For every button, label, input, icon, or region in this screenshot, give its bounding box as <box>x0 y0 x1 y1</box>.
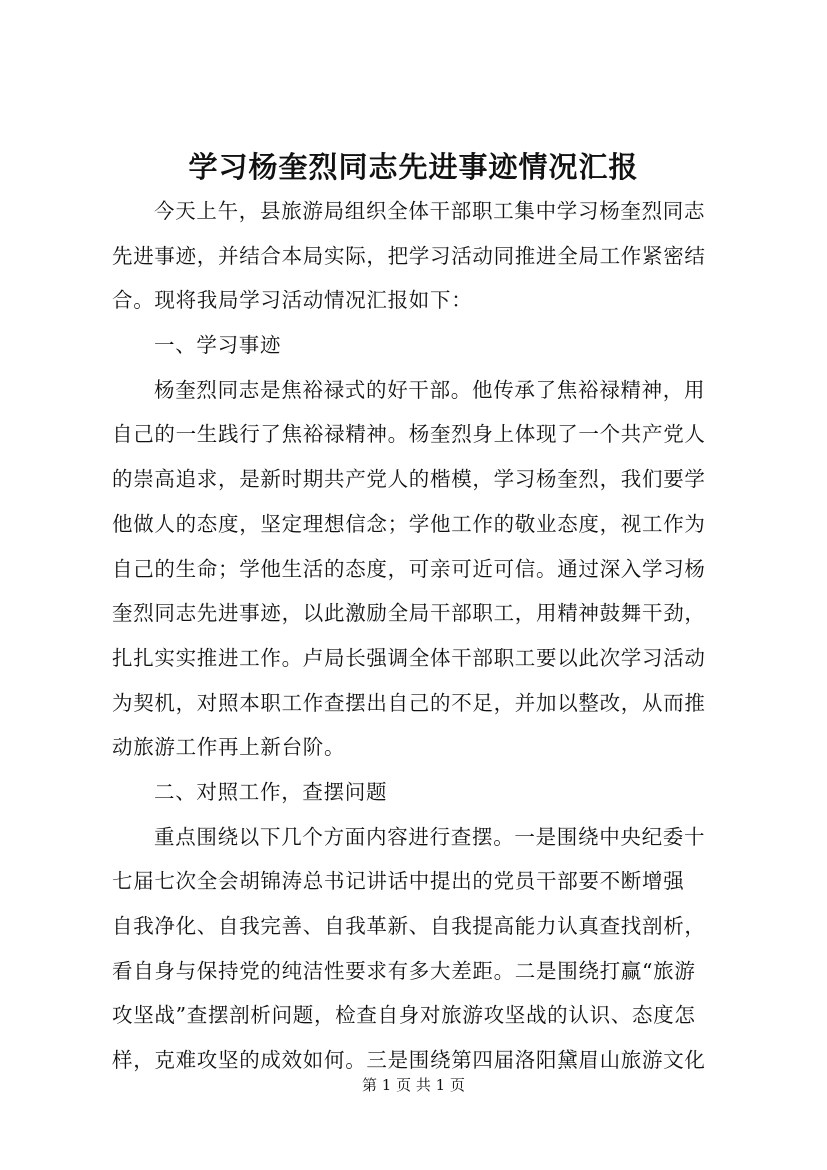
paragraph-line: 扎扎实实推进工作。卢局长强调全体干部职工要以此次学习活动 <box>112 645 706 670</box>
paragraph-line: 看自身与保持党的纯洁性要求有多大差距。二是围绕打赢“旅游 <box>112 958 696 983</box>
paragraph-line: 奎烈同志先进事迹，以此激励全局干部职工，用精神鼓舞干劲， <box>112 601 706 626</box>
paragraph-line: 自己的生命；学他生活的态度，可亲可近可信。通过深入学习杨 <box>112 556 706 581</box>
paragraph-line: 攻坚战”查摆剖析问题，检查自身对旅游攻坚战的认识、态度怎 <box>112 1003 696 1028</box>
paragraph-line: 自我净化、自我完善、自我革新、自我提高能力认真查找剖析， <box>112 914 706 938</box>
document-body <box>112 189 732 1083</box>
page-number-footer: 第 1 页 共 1 页 <box>362 1076 465 1094</box>
paragraph-line: 为契机，对照本职工作查摆出自己的不足，并加以整改，从而推 <box>112 690 706 715</box>
paragraph-line: 重点围绕以下几个方面内容进行查摆。一是围绕中央纪委十 <box>154 824 706 849</box>
paragraph-line: 自己的一生践行了焦裕禄精神。杨奎烈身上体现了一个共产党人 <box>112 422 706 447</box>
paragraph-line: 合。现将我局学习活动情况汇报如下： <box>112 288 473 313</box>
section-heading: 一、学习事迹 <box>154 333 282 358</box>
section-heading: 二、对照工作，查摆问题 <box>154 779 388 804</box>
paragraph-line: 先进事迹，并结合本局实际，把学习活动同推进全局工作紧密结 <box>112 243 706 268</box>
document-title: 学习杨奎烈同志先进事迹情况汇报 <box>188 150 639 184</box>
paragraph-line: 的崇高追求，是新时期共产党人的楷模，学习杨奎烈，我们要学 <box>112 467 706 492</box>
paragraph-line: 他做人的态度，坚定理想信念；学他工作的敬业态度，视工作为 <box>112 511 706 536</box>
paragraph-line: 七届七次全会胡锦涛总书记讲话中提出的党员干部要不断增强 <box>112 869 685 894</box>
paragraph-line: 样，克难攻坚的成效如何。三是围绕第四届洛阳黛眉山旅游文化 <box>112 1048 706 1073</box>
paragraph-line: 今天上午，县旅游局组织全体干部职工集中学习杨奎烈同志 <box>154 199 706 223</box>
paragraph-line: 动旅游工作再上新台阶。 <box>112 735 346 760</box>
paragraph-line: 杨奎烈同志是焦裕禄式的好干部。他传承了焦裕禄精神，用 <box>154 377 706 402</box>
